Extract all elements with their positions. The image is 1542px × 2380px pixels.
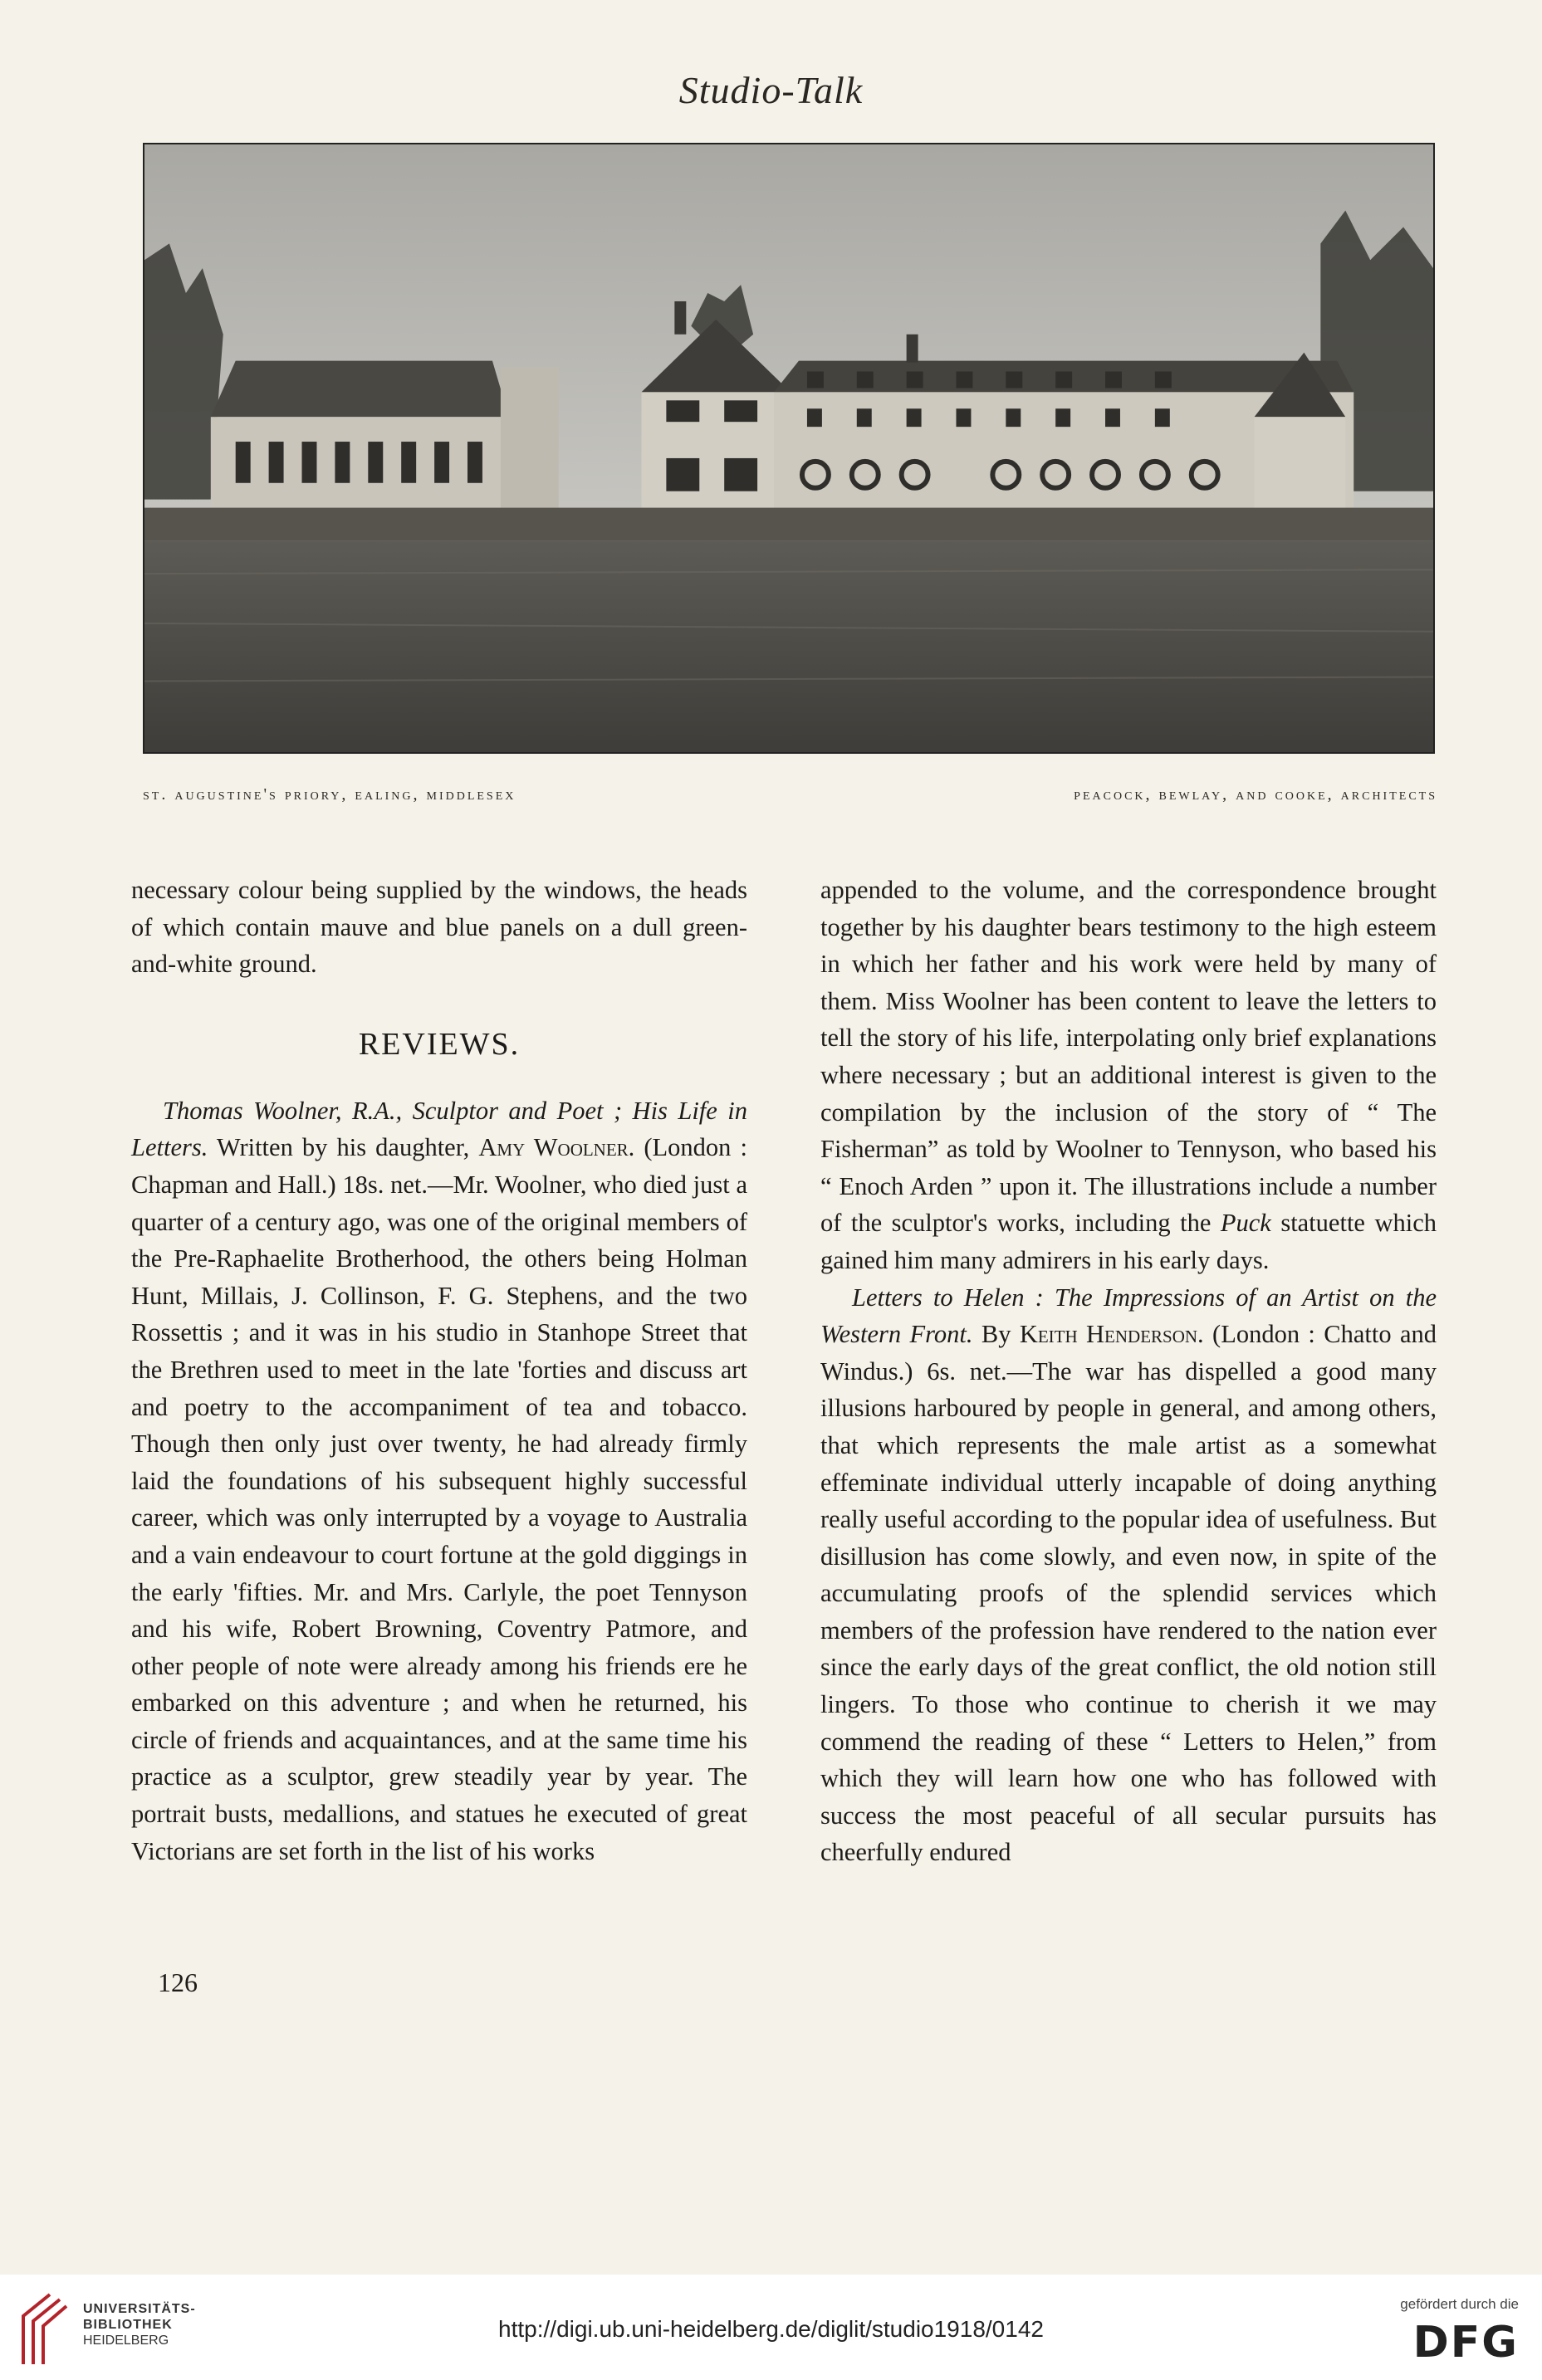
page-number: 126 <box>158 1967 198 1997</box>
dfg-logo: DFG <box>1412 2318 1519 2368</box>
building-photo-illustration <box>144 144 1433 752</box>
running-head: Studio-Talk <box>678 69 864 111</box>
review-woolner-byline: Written by his daughter, <box>208 1133 479 1162</box>
review-henderson-body: (London : Chatto and Windus.) 6s. net.—The war has dispelled a good many illusions harboured by people in general, and among others, that which represents the male artist as a somewhat effeminate individual utterly incapable of doing anything really useful according to the popular idea of usefulness. But disillusion has come slowly, and even now, in spite of the accumulating proofs of the splendid services which members of the profession have rendered to the nation ever since the early days of the great conflict, the old notion still lingers. To those who continue to cherish it we may commend the reading of these “ Letters to Helen,” from which they will learn how one who has followed with success the most peaceful of all secular pursuits has cheerfully endured <box>820 1320 1437 1867</box>
review-woolner-body: (London : Chapman and Hall.) 18s. net.—Mr. Woolner, who died just a quarter of a century ago, was one of the original members of the Pre-Raphaelite Brotherhood, the others being Holman Hunt, Millais, J. Collinson, F. G. Stephens, and the two Rossettis ; and it was in his studio in Stanhope Street that the Brethren used to meet in the late 'forties and discuss art and poetry to the accompaniment of tea and tobacco. Though then only just over twenty, he had already firmly laid the foundations of his subsequent highly successful career, which was only interrupted by a voyage to Australia and a vain endeavour to court fortune at the gold diggings in the early 'fifties. Mr. and Mrs. Carlyle, the poet Tennyson and his wife, Robert Browning, Coventry Patmore, and other people of note were already among his friends ere he embarked on this adventure ; and when he returned, his circle of friends and acquaintances, and at the same time his practice as a sculptor, grew steadily year by year. The portrait busts, medallions, and statues he executed of great Victorians are set forth in the list of his works <box>131 1133 747 1865</box>
review-woolner-continued-end: statuette which gained him many admirers in his early days. <box>820 1209 1437 1274</box>
library-name-line1: UNIVERSITÄTS- <box>83 2302 196 2316</box>
photo-caption-architects: peacock, bewlay, and cooke, architects <box>1074 785 1437 804</box>
source-url-link[interactable]: http://digi.ub.uni-heidelberg.de/diglit/studio1918/0142 <box>498 2316 1044 2342</box>
review-woolner <box>131 1092 747 1869</box>
review-henderson <box>820 1279 1437 1872</box>
sponsor-label: gefördert durch die <box>1400 2296 1519 2312</box>
photo-caption-title: st. augustine's priory, ealing, middlesex <box>143 785 516 804</box>
review-henderson-author: Keith Henderson. <box>1019 1320 1204 1349</box>
review-woolner-title: Thomas Woolner, R.A., Sculptor and Poet ; His Life in Letters. <box>131 1096 747 1162</box>
left-column <box>131 872 747 1869</box>
section-heading-reviews: REVIEWS. <box>358 1026 521 1062</box>
closing-paragraph: necessary colour being supplied by the windows, the heads of which contain mauve and blue panels on a dull green-and-white ground. <box>131 876 747 979</box>
library-name-line3: HEIDELBERG <box>83 2334 169 2348</box>
review-henderson-title: Letters to Helen : The Impressions of an Artist on the Western Front. <box>820 1283 1437 1349</box>
review-woolner-continued-text: appended to the volume, and the correspondence brought together by his daughter bears testimony to the high esteem in which her father and his work were held by many of them. Miss Woolner has been content to leave the letters to tell the story of his life, interpolating only brief explanations where necessary ; but an additional interest is given to the compilation by the inclusion of the story of “ The Fisherman” as told by Woolner to Tennyson, who based his “ Enoch Arden ” upon it. The illustrations include a number of the sculptor's works, including the <box>820 876 1437 1238</box>
review-woolner-author: Amy Woolner. <box>478 1133 635 1162</box>
review-henderson-by: By <box>972 1320 1020 1349</box>
review-woolner-continued <box>820 872 1437 1279</box>
library-name-line2: BIBLIOTHEK <box>83 2318 173 2332</box>
right-column <box>820 872 1437 1871</box>
puck-title: Puck <box>1220 1209 1271 1238</box>
priory-photograph <box>143 143 1435 754</box>
